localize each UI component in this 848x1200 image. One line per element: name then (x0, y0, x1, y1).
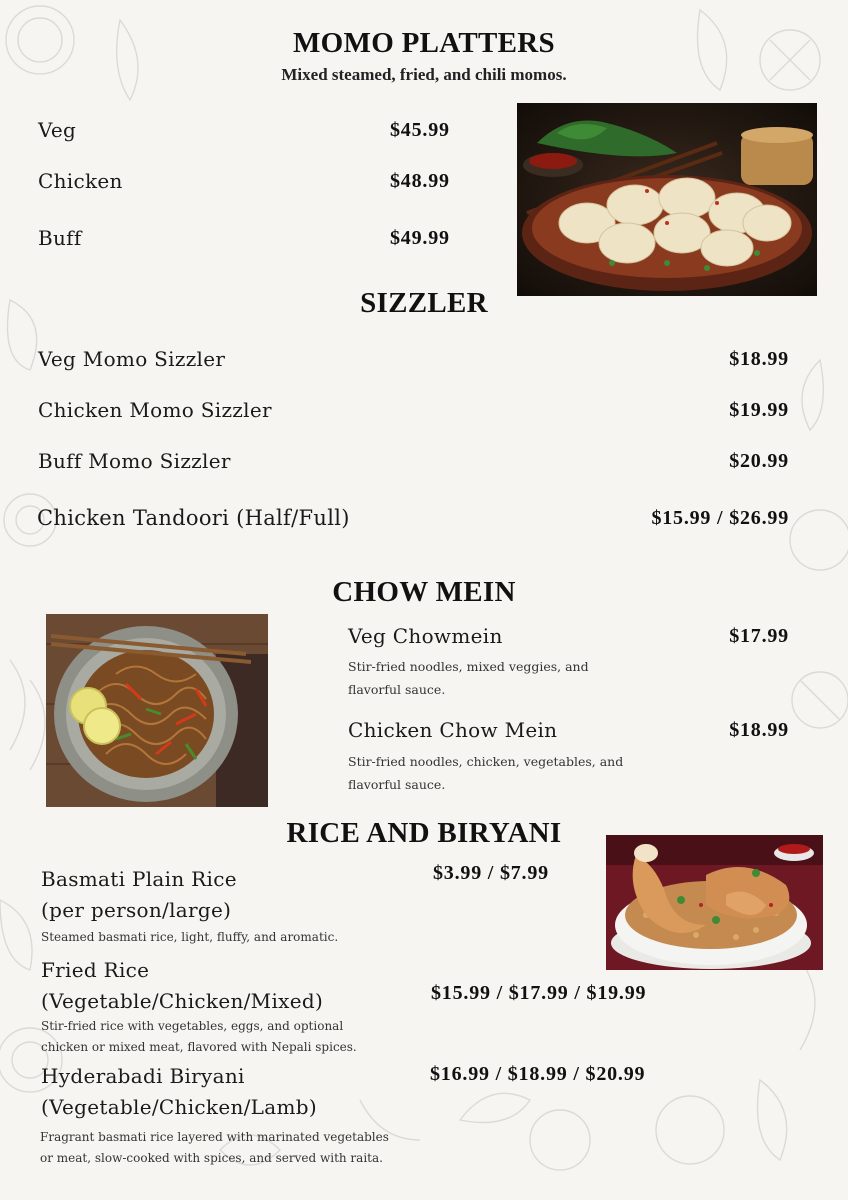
rice-section-title: RICE AND BIRYANI (286, 817, 562, 849)
menu-item-name: Veg Chowmein (348, 624, 503, 648)
menu-item-price: $15.99 / $17.99 / $19.99 (431, 982, 647, 1004)
menu-item-price: $15.99 / $26.99 (651, 507, 789, 529)
description-line: flavorful sauce. (348, 682, 446, 697)
description-line: Stir-fried noodles, chicken, vegetables, and (348, 754, 624, 769)
name-line: Basmati Plain Rice (41, 867, 237, 891)
menu-item-description (41, 1016, 357, 1058)
chow-mein-noodles-photo (46, 614, 268, 807)
name-line: (Vegetable/Chicken/Lamb) (41, 1095, 317, 1119)
menu-item-name: Chicken Tandoori (Half/Full) (37, 506, 350, 530)
chicken-biryani-photo (606, 835, 823, 970)
menu-item-description (40, 1127, 389, 1169)
menu-item-price: $16.99 / $18.99 / $20.99 (430, 1063, 646, 1085)
menu-item-price: $17.99 (729, 625, 789, 647)
description-line: or meat, slow-cooked with spices, and served with raita. (40, 1151, 383, 1165)
menu-item-description (348, 655, 589, 701)
menu-item-name (41, 955, 323, 1017)
name-line: (per person/large) (41, 898, 232, 922)
menu-item-price: $3.99 / $7.99 (433, 862, 549, 884)
description-line: flavorful sauce. (348, 777, 446, 792)
menu-item-price: $19.99 (729, 399, 789, 421)
menu-item-price: $48.99 (390, 170, 450, 192)
menu-item-price: $49.99 (390, 227, 450, 249)
menu-item-price: $45.99 (390, 119, 450, 141)
menu-item-name (41, 864, 237, 926)
description-line: chicken or mixed meat, flavored with Nepali spices. (41, 1040, 357, 1054)
momo-dumplings-photo (517, 103, 817, 296)
momo-section-subtitle: Mixed steamed, fried, and chili momos. (281, 65, 567, 84)
menu-item-name: Chicken (38, 169, 123, 193)
chowmein-section-title: CHOW MEIN (332, 576, 516, 608)
menu-item-price: $20.99 (729, 450, 789, 472)
menu-item-name (41, 1061, 317, 1123)
menu-item-name: Veg (38, 118, 77, 142)
menu-item-description (41, 927, 338, 948)
name-line: Hyderabadi Biryani (41, 1064, 245, 1088)
momo-section-title: MOMO PLATTERS (293, 27, 555, 59)
menu-item-price: $18.99 (729, 719, 789, 741)
sizzler-section-title: SIZZLER (360, 287, 488, 319)
name-line: Fried Rice (41, 958, 150, 982)
menu-item-name: Buff (38, 226, 82, 250)
menu-item-name: Chicken Chow Mein (348, 718, 558, 742)
menu-item-name: Chicken Momo Sizzler (38, 398, 272, 422)
menu-item-price: $18.99 (729, 348, 789, 370)
description-line: Stir-fried rice with vegetables, eggs, and optional (41, 1019, 344, 1033)
menu-item-name: Veg Momo Sizzler (38, 347, 226, 371)
description-line: Steamed basmati rice, light, fluffy, and aromatic. (41, 930, 339, 944)
menu-item-name: Buff Momo Sizzler (38, 449, 231, 473)
name-line: (Vegetable/Chicken/Mixed) (41, 989, 324, 1013)
menu-item-description (348, 750, 623, 796)
description-line: Stir-fried noodles, mixed veggies, and (348, 659, 589, 674)
description-line: Fragrant basmati rice layered with marinated vegetables (40, 1130, 389, 1144)
